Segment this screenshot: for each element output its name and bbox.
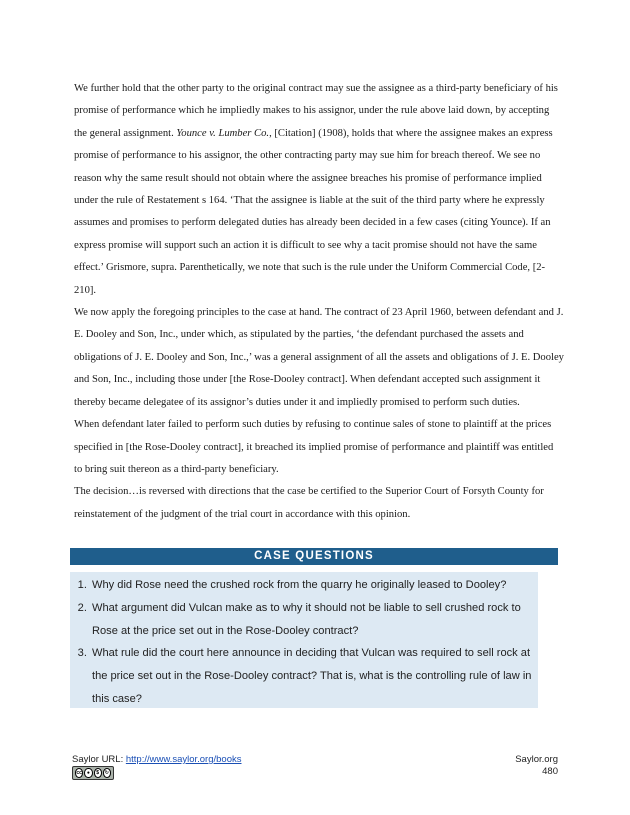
footer-right: [515, 754, 558, 778]
page-number: 480: [542, 766, 558, 777]
paragraph-2: We now apply the foregoing principles to the case at hand. The contract of 23 April 1960, between defendant and J. E. Dooley and Son, Inc., under which, as stipulated by the parties, ‘the defendant purchased the assets and obligations of J. E. Dooley and Son, Inc.,’ was a general assignment of all the assets and obligations of J. E. Dooley and Son, Inc., including those under [the Rose-Dooley contract]. When defendant accepted such assignment it thereby became delegatee of its assignor’s duties under it and impliedly promised to perform such duties.: [74, 307, 564, 408]
creative-commons-license-icon[interactable]: [72, 766, 114, 780]
paragraph-3: When defendant later failed to perform such duties by refusing to continue sales of stone to plaintiff at the prices specified in [the Rose-Dooley contract], it breached its implied promise of performance and plaintiff was entitled to bring suit thereon as a third-party beneficiary.: [74, 419, 554, 475]
paragraph-1-before: We further hold that the other party to the original contract may sue the assignee as a third-party beneficiary of his promise of performance which he impliedly makes to his assignor, under the rule above laid down, by accepting the general assignment.: [74, 83, 558, 139]
case-questions-box: [70, 572, 538, 708]
opinion-text: [74, 78, 564, 526]
case-question-2: 2. What argument did Vulcan make as to why it should not be liable to sell crushed rock to Rose at the price set out in the Rose-Dooley contract?: [90, 597, 540, 643]
case-citation-italic: Younce v. Lumber Co.: [176, 127, 270, 139]
paragraph-1: [74, 78, 564, 302]
paragraph-1-after: , [Citation] (1908), holds that where the assignee makes an express promise of performance to his assignor, the other contracting party may sue him for breach thereof. We see no reason why the same result should not obtain where the assignee breaches his promise of performance implied under the rule of Restatement s 164. ‘That the assignee is liable at the suit of the third party where he expressly assumes and promises to perform delegated duties has already been decided in a few cases (citing Younce). If an express promise will support such an action it is difficult to see why a tacit promise should not have the same effect.’ Grismore, supra. Parenthetically, we note that such is the rule under the Uniform Commercial Code, [2-210].: [74, 127, 553, 296]
paragraph-4: The decision…is reversed with directions that the case be certified to the Superior Court of Forsyth County for reinstatement of the judgment of the trial court in accordance with this opinion.: [74, 486, 544, 520]
sa-icon: ↻: [103, 768, 111, 778]
by-icon: ●: [84, 768, 92, 778]
saylor-url-link[interactable]: http://www.saylor.org/books: [125, 754, 242, 765]
case-questions-list: [70, 574, 540, 711]
case-questions-header: CASE QUESTIONS: [70, 548, 558, 565]
nc-icon: $: [94, 768, 102, 778]
case-question-3: 3. What rule did the court here announce in deciding that Vulcan was required to sell rock at the price set out in the Rose-Dooley contract? That is, what is the controlling rule of law in this case?: [90, 642, 540, 710]
cc-icon: cc: [76, 770, 82, 776]
case-question-1: 1. Why did Rose need the crushed rock from the quarry he originally leased to Dooley?: [90, 574, 540, 597]
footer-site: Saylor.org: [515, 754, 558, 765]
saylor-url-label: Saylor URL:: [72, 754, 126, 765]
footer-saylor-url: [72, 754, 242, 765]
